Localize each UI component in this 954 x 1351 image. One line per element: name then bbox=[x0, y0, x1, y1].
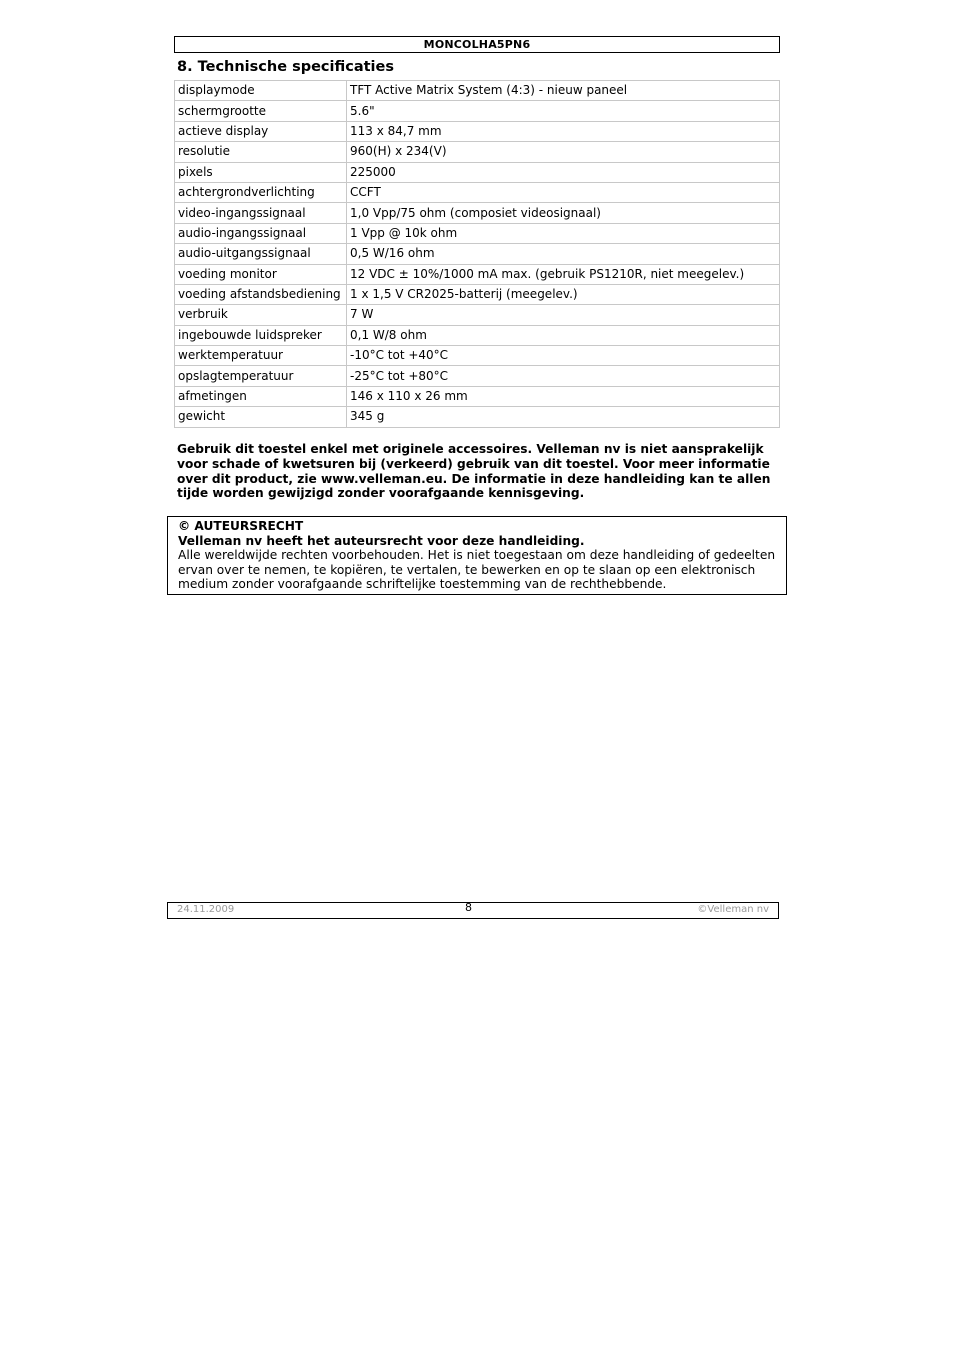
warning-line: Gebruik dit toestel enkel met originele accessoires. Velleman nv is niet aansprakelijk bbox=[177, 442, 764, 456]
spec-value: CCFT bbox=[347, 182, 780, 202]
spec-label: achtergrondverlichting bbox=[175, 182, 347, 202]
spec-label: ingebouwde luidspreker bbox=[175, 325, 347, 345]
footer-copyright: ©Velleman nv bbox=[697, 904, 769, 915]
footer-page-number: 8 bbox=[465, 901, 472, 914]
spec-label: verbruik bbox=[175, 305, 347, 325]
spec-label: schermgrootte bbox=[175, 101, 347, 121]
spec-row bbox=[175, 407, 780, 427]
warning-line: over dit product, zie www.velleman.eu. De informatie in deze handleiding kan te allen bbox=[177, 471, 771, 486]
spec-row bbox=[175, 203, 780, 223]
spec-value: 1 Vpp @ 10k ohm bbox=[347, 223, 780, 243]
spec-row bbox=[175, 325, 780, 345]
spec-table bbox=[174, 80, 780, 428]
footer bbox=[167, 902, 779, 919]
spec-value: -25°C tot +80°C bbox=[347, 366, 780, 386]
warning-line: tijde worden gewijzigd zonder voorafgaande kennisgeving. bbox=[177, 486, 585, 501]
spec-label: video-ingangssignaal bbox=[175, 203, 347, 223]
spec-label: audio-uitgangssignaal bbox=[175, 244, 347, 264]
header-model-box bbox=[174, 36, 780, 53]
spec-label: voeding afstandsbediening bbox=[175, 284, 347, 304]
spec-row bbox=[175, 386, 780, 406]
copyright-line: Alle wereldwijde rechten voorbehouden. Het is niet toegestaan om deze handleiding of gedeelten bbox=[178, 548, 776, 563]
spec-row bbox=[175, 101, 780, 121]
spec-value: 0,5 W/16 ohm bbox=[347, 244, 780, 264]
spec-label: werktemperatuur bbox=[175, 346, 347, 366]
spec-label: voeding monitor bbox=[175, 264, 347, 284]
header-model: MONCOLHA5PN6 bbox=[423, 38, 531, 51]
spec-value: 7 W bbox=[347, 305, 780, 325]
spec-value: TFT Active Matrix System (4:3) - nieuw paneel bbox=[347, 81, 780, 101]
spec-value: 146 x 110 x 26 mm bbox=[347, 386, 780, 406]
spec-label: actieve display bbox=[175, 121, 347, 141]
warning-line: voor schade of kwetsuren bij (verkeerd) gebruik van dit toestel. Voor meer informatie bbox=[177, 456, 770, 471]
spec-value: -10°C tot +40°C bbox=[347, 346, 780, 366]
copyright-box bbox=[167, 516, 787, 595]
section-title: 8. Technische specificaties bbox=[177, 59, 394, 75]
spec-value: 1,0 Vpp/75 ohm (composiet videosignaal) bbox=[347, 203, 780, 223]
copyright-line: ervan over te nemen, te kopiëren, te vertalen, te bewerken en op te slaan op een elektronisch bbox=[178, 562, 756, 577]
spec-label: pixels bbox=[175, 162, 347, 182]
spec-label: resolutie bbox=[175, 142, 347, 162]
spec-value: 345 g bbox=[347, 407, 780, 427]
spec-label: audio-ingangssignaal bbox=[175, 223, 347, 243]
spec-row bbox=[175, 142, 780, 162]
spec-row bbox=[175, 346, 780, 366]
spec-row bbox=[175, 121, 780, 141]
spec-label: gewicht bbox=[175, 407, 347, 427]
copyright-line: medium zonder voorafgaande schriftelijke toestemming van de rechthebbende. bbox=[178, 577, 667, 592]
spec-label: opslagtemperatuur bbox=[175, 366, 347, 386]
spec-row bbox=[175, 264, 780, 284]
spec-label: displaymode bbox=[175, 81, 347, 101]
spec-row bbox=[175, 182, 780, 202]
spec-value: 1 x 1,5 V CR2025-batterij (meegelev.) bbox=[347, 284, 780, 304]
spec-row bbox=[175, 366, 780, 386]
spec-value: 960(H) x 234(V) bbox=[347, 142, 780, 162]
spec-row bbox=[175, 223, 780, 243]
footer-date: 24.11.2009 bbox=[177, 904, 235, 915]
spec-value: 12 VDC ± 10%/1000 mA max. (gebruik PS1210R, niet meegelev.) bbox=[347, 264, 780, 284]
spec-value: 0,1 W/8 ohm bbox=[347, 325, 780, 345]
spec-row bbox=[175, 244, 780, 264]
spec-row bbox=[175, 284, 780, 304]
copyright-subheading: Velleman nv heeft het auteursrecht voor deze handleiding. bbox=[178, 533, 585, 548]
spec-value: 225000 bbox=[347, 162, 780, 182]
copyright-heading: © AUTEURSRECHT bbox=[178, 519, 304, 533]
spec-table-body bbox=[175, 81, 780, 428]
spec-row bbox=[175, 81, 780, 101]
spec-row bbox=[175, 305, 780, 325]
spec-label: afmetingen bbox=[175, 386, 347, 406]
warning-text bbox=[177, 442, 773, 501]
spec-value: 113 x 84,7 mm bbox=[347, 121, 780, 141]
spec-value: 5.6" bbox=[347, 101, 780, 121]
spec-row bbox=[175, 162, 780, 182]
